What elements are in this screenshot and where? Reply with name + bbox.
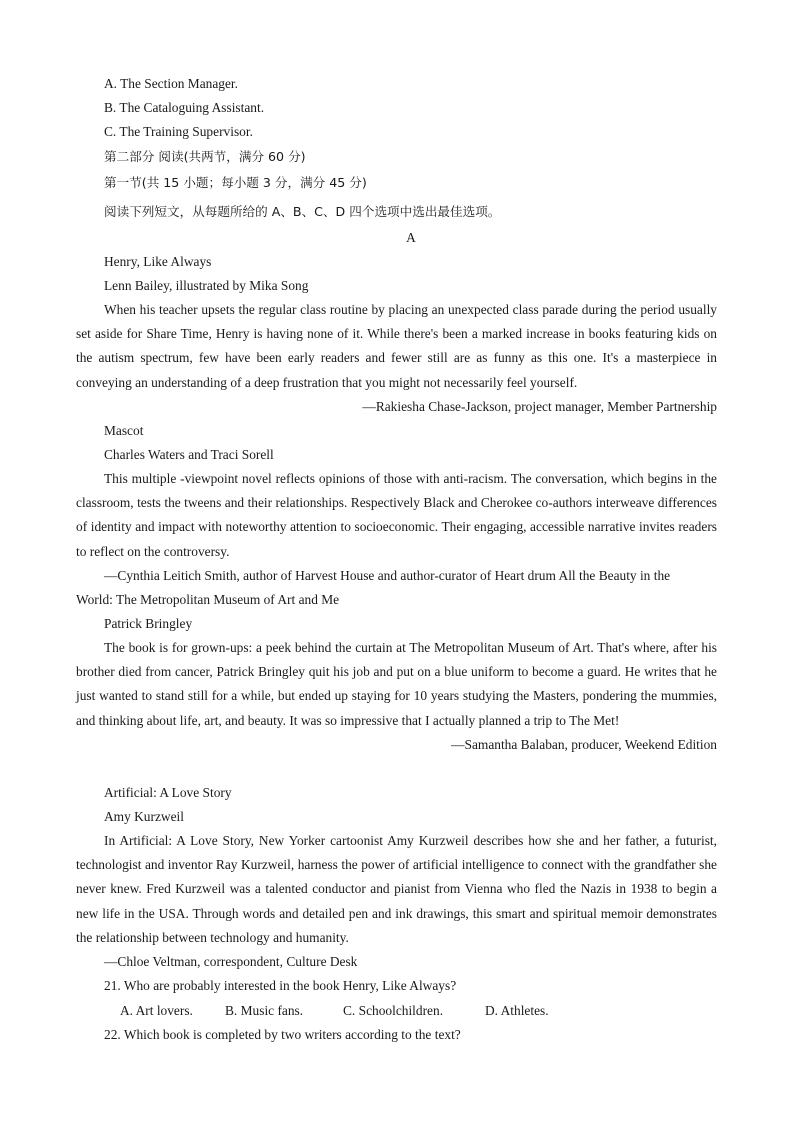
book4-title: Artificial: A Love Story	[104, 785, 232, 800]
option-prev-c: C. The Training Supervisor.	[104, 124, 253, 139]
book3-reviewer: —Samantha Balaban, producer, Weekend Edition	[451, 737, 717, 752]
book1-reviewer: —Rakiesha Chase-Jackson, project manager, Member Partnership	[362, 399, 717, 414]
q21-option-d[interactable]: D. Athletes.	[485, 1003, 549, 1018]
instruction: 阅读下列短文，从每题所给的 A、B、C、D 四个选项中选出最佳选项。	[104, 204, 501, 219]
book4-reviewer: —Chloe Veltman, correspondent, Culture Desk	[104, 954, 358, 969]
option-prev-a: A. The Section Manager.	[104, 76, 238, 91]
book1-author: Lenn Bailey, illustrated by Mika Song	[104, 278, 309, 293]
q21-option-a[interactable]: A. Art lovers.	[120, 1003, 193, 1018]
book3-author: Patrick Bringley	[104, 616, 193, 631]
section1-heading: 第一节(共 15 小题；每小题 3 分，满分 45 分)	[104, 175, 367, 190]
book2-reviewer-line1: —Cynthia Leitich Smith, author of Harvest House and author-curator of Heart drum All the Beauty in the	[104, 568, 671, 583]
book2-title: Mascot	[104, 423, 144, 438]
book1-review: When his teacher upsets the regular class routine by placing an unexpected class parade during the period usually set aside for Share Time, Henry is having none of it. While there's been a marked increase in books featuring kids on the autism spectrum, few have been early readers and fewer still are as funny as this one. It's a masterpiece in conveying an understanding of a deep frustration that you might not necessarily feel yourself.	[76, 302, 717, 390]
book4-author: Amy Kurzweil	[104, 809, 184, 824]
part2-heading: 第二部分 阅读(共两节，满分 60 分)	[104, 149, 306, 164]
book2-author: Charles Waters and Traci Sorell	[104, 447, 274, 462]
option-prev-b: B. The Cataloguing Assistant.	[104, 100, 265, 115]
passage-label: A	[406, 230, 416, 245]
q21-option-c[interactable]: C. Schoolchildren.	[343, 1003, 444, 1018]
book1-title: Henry, Like Always	[104, 254, 212, 269]
book4-review: In Artificial: A Love Story, New Yorker cartoonist Amy Kurzweil describes how she and her father, a futurist, technologist and inventor Ray Kurzweil, harness the power of artificial intelligence to connect with the grandfather she never knew. Fred Kurzweil was a talented conductor and pianist from Vienna who fled the Nazis in 1938 to begin a new life in the USA. Through words and detailed pen and ink drawings, this smart and spiritual memoir demonstrates the relationship between technology and humanity.	[76, 833, 717, 945]
book2-reviewer-line2: World: The Metropolitan Museum of Art and Me	[76, 592, 340, 607]
q21-option-b[interactable]: B. Music fans.	[225, 1003, 304, 1018]
book2-review: This multiple -viewpoint novel reflects opinions of those with anti-racism. The conversation, which begins in the classroom, tests the tweens and their relationships. Respectively Black and Cherokee co-authors interweave differences of identity and impact with noteworthy attention to socioeconomic. Their engaging, accessible narrative invites readers to reflect on the controversy.	[76, 471, 717, 559]
book3-review: The book is for grown-ups: a peek behind the curtain at The Metropolitan Museum of Art. That's where, after his brother died from cancer, Patrick Bringley quit his job and put on a blue uniform to become a guard. He writes that he just wanted to stand still for a while, but ended up staying for 10 years studying the Masters, pondering the mummies, and thinking about life, art, and beauty. It was so impressive that I actually planned a trip to The Met!	[76, 640, 717, 728]
question-21-stem: 21. Who are probably interested in the book Henry, Like Always?	[104, 978, 457, 993]
question-22-stem: 22. Which book is completed by two writers according to the text?	[104, 1027, 461, 1042]
question-21-options	[120, 1002, 549, 1020]
